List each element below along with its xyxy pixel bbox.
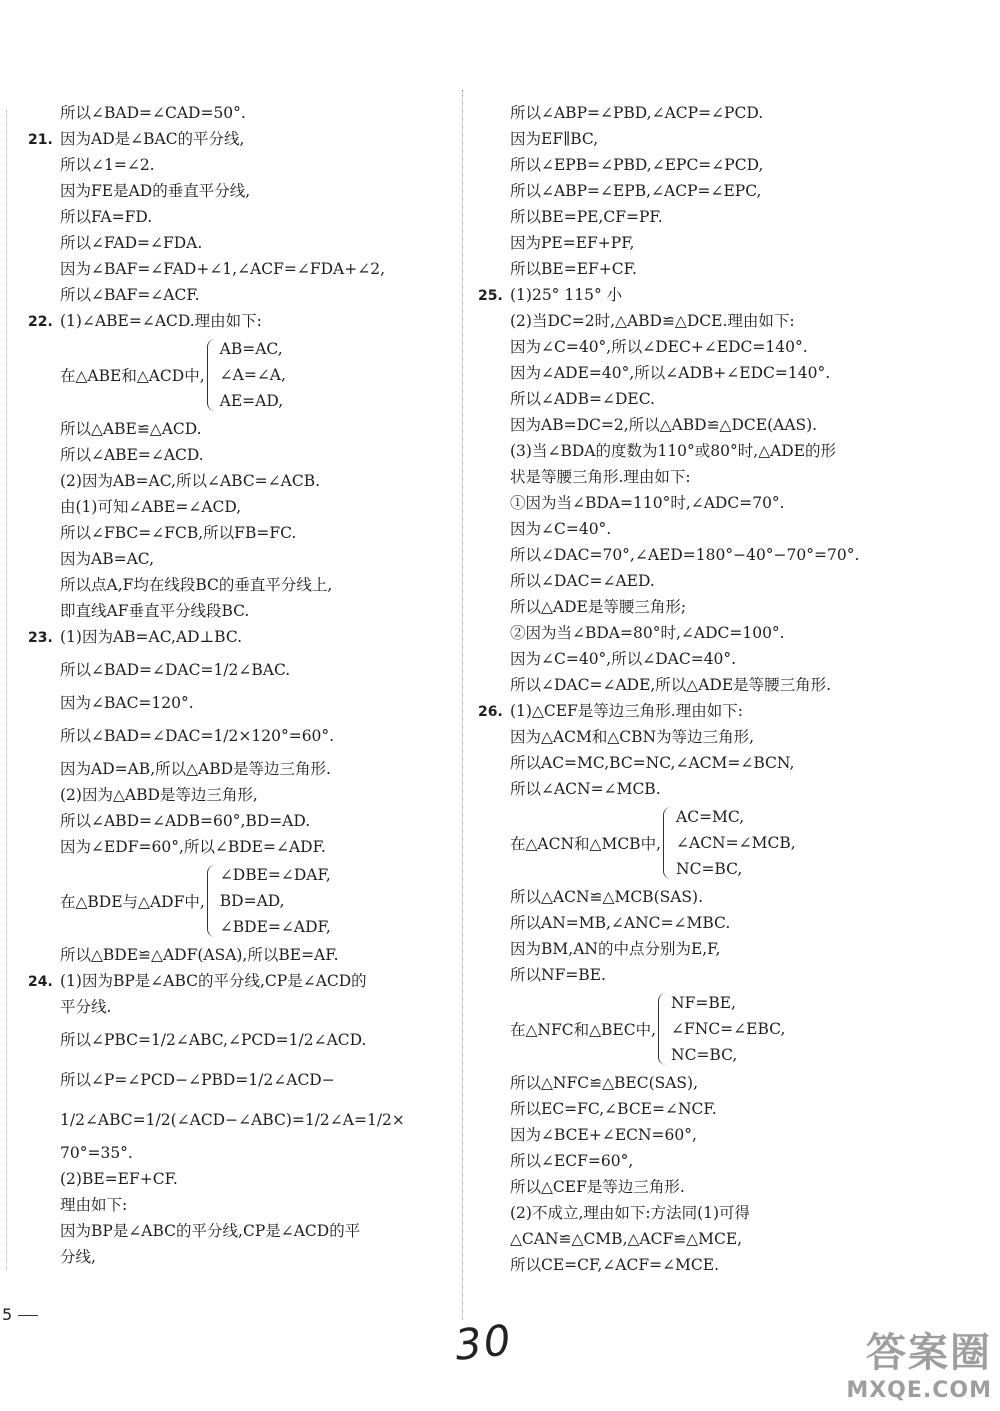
solution-line: 所以△ACN≌△MCB(SAS). <box>510 888 704 906</box>
solution-line: ①因为当∠BDA=110°时,∠ADC=70°. <box>510 494 785 512</box>
solution-line: 因为BP是∠ABC的平分线,CP是∠ACD的平 <box>60 1222 361 1240</box>
handwritten-page-number: 30 <box>452 1315 515 1370</box>
solution-line: 所以∠P=∠PCD−∠PBD=1/2∠ACD− <box>60 1071 335 1089</box>
q20-ending-line: 所以∠BAD=∠CAD=50°. <box>60 104 246 122</box>
solution-line: ②因为当∠BDA=80°时,∠ADC=100°. <box>510 624 785 642</box>
brace-condition: NC=BC, <box>676 860 743 878</box>
solution-line: 所以∠1=∠2. <box>60 156 155 174</box>
brace-condition: ∠ACN=∠MCB, <box>676 834 796 852</box>
question-21 <box>28 126 448 308</box>
solution-line: 因为∠BAC=120°. <box>60 694 194 712</box>
solution-line: 所以CE=CF,∠ACF=∠MCE. <box>510 1256 720 1274</box>
solution-line: 1/2∠ABC=1/2(∠ACD−∠ABC)=1/2∠A=1/2× <box>60 1111 405 1129</box>
solution-line: 所以∠PBC=1/2∠ABC,∠PCD=1/2∠ACD. <box>60 1031 367 1049</box>
congruence-conditions <box>478 990 898 1068</box>
solution-line: 所以∠BAD=∠DAC=1/2×120°=60°. <box>60 727 335 745</box>
solution-line: (3)当∠BDA的度数为110°或80°时,△ADE的形 <box>510 442 837 460</box>
solution-line: (2)BE=EF+CF. <box>60 1170 178 1188</box>
solution-line: 所以∠DAC=∠AED. <box>510 572 655 590</box>
brace-prefix: 在△ABE和△ACD中, <box>60 367 205 385</box>
question-number: 23. <box>28 630 53 646</box>
solution-line: 所以△NFC≌△BEC(SAS), <box>510 1074 699 1092</box>
page-number: 5 <box>2 1305 38 1324</box>
brace-prefix: 在△BDE与△ADF中, <box>60 893 205 911</box>
solution-line: 所以BE=EF+CF. <box>510 260 637 278</box>
brace-condition: ∠BDE=∠ADF, <box>219 918 331 936</box>
solution-line: 因为AB=AC, <box>60 550 154 568</box>
question-number: 24. <box>28 974 53 990</box>
solution-line: 所以NF=BE. <box>510 966 606 984</box>
solution-line: 所以∠ECF=60°, <box>510 1152 634 1170</box>
solution-line: 所以∠BAF=∠ACF. <box>60 286 200 304</box>
solution-line: (2)因为AB=AC,所以∠ABC=∠ACB. <box>60 472 321 490</box>
solution-line: (2)不成立,理由如下:方法同(1)可得 <box>510 1204 751 1222</box>
left-margin-dotted-rule <box>6 110 7 1270</box>
solution-line: (1)∠ABE=∠ACD.理由如下: <box>60 312 262 330</box>
question-22 <box>28 308 448 624</box>
brace-symbol <box>207 339 216 411</box>
solution-line: (2)当DC=2时,△ABD≌△DCE.理由如下: <box>510 312 795 330</box>
solution-line: 所以∠DAC=70°,∠AED=180°−40°−70°=70°. <box>510 546 860 564</box>
brace-condition: ∠FNC=∠EBC, <box>671 1020 786 1038</box>
solution-line: 所以AC=MC,BC=NC,∠ACM=∠BCN, <box>510 754 795 772</box>
brace-prefix: 在△ACN和△MCB中, <box>510 835 662 853</box>
solution-line: 所以∠ABP=∠PBD,∠ACP=∠PCD. <box>510 104 764 122</box>
solution-line: 平分线. <box>60 998 112 1016</box>
brace-condition: AE=AD, <box>219 392 284 410</box>
solution-line: 因为EF∥BC, <box>510 130 599 148</box>
brace-condition: NF=BE, <box>671 994 736 1012</box>
solution-line: 所以∠ADB=∠DEC. <box>510 390 655 408</box>
brace-condition: ∠DBE=∠DAF, <box>219 866 331 884</box>
solution-line: 因为∠C=40°,所以∠DAC=40°. <box>510 650 737 668</box>
solution-line: 70°=35°. <box>60 1144 133 1162</box>
solution-line: 所以∠FBC=∠FCB,所以FB=FC. <box>60 524 297 542</box>
solution-line: 因为AD是∠BAC的平分线, <box>60 130 245 148</box>
solution-line: 所以点A,F均在线段BC的垂直平分线上, <box>60 576 333 594</box>
brace-symbol <box>207 865 216 937</box>
brace-condition: AC=MC, <box>676 808 745 826</box>
left-column <box>28 100 448 1270</box>
question-number: 22. <box>28 314 53 330</box>
solution-line: 因为FE是AD的垂直平分线, <box>60 182 251 200</box>
solution-line: 所以△CEF是等边三角形. <box>510 1178 685 1196</box>
solution-line: 所以EC=FC,∠BCE=∠NCF. <box>510 1100 717 1118</box>
solution-line: (1)25° 115° 小 <box>510 286 623 304</box>
question-23 <box>28 624 448 968</box>
solution-line: 分线, <box>60 1248 96 1266</box>
solution-line: 因为PE=EF+PF, <box>510 234 635 252</box>
solution-line: 所以∠ACN=∠MCB. <box>510 780 661 798</box>
solution-line: 因为AD=AB,所以△ABD是等边三角形. <box>60 760 331 778</box>
solution-line: 因为∠C=40°. <box>510 520 612 538</box>
question-26 <box>478 698 898 1278</box>
solution-line: 所以FA=FD. <box>60 208 153 226</box>
solution-line: 状是等腰三角形.理由如下: <box>510 468 691 486</box>
solution-line: 所以∠FAD=∠FDA. <box>60 234 203 252</box>
solution-line: 所以∠DAC=∠ADE,所以△ADE是等腰三角形. <box>510 676 832 694</box>
solution-line: 所以BE=PE,CF=PF. <box>510 208 663 226</box>
solution-line: 因为BM,AN的中点分别为E,F, <box>510 940 721 958</box>
brace-condition: BD=AD, <box>219 892 285 910</box>
solution-line: 因为AB=DC=2,所以△ABD≌△DCE(AAS). <box>510 416 818 434</box>
brace-condition: NC=BC, <box>671 1046 738 1064</box>
congruence-conditions <box>28 336 448 414</box>
solution-line: 因为∠ADE=40°,所以∠ADB+∠EDC=140°. <box>510 364 831 382</box>
solution-line: (1)因为BP是∠ABC的平分线,CP是∠ACD的 <box>60 972 367 990</box>
question-24 <box>28 968 448 1270</box>
question-number: 21. <box>28 132 53 148</box>
solution-line: 所以∠ABE=∠ACD. <box>60 446 204 464</box>
solution-line: 因为∠BAF=∠FAD+∠1,∠ACF=∠FDA+∠2, <box>60 260 386 278</box>
solution-line: 所以∠EPB=∠PBD,∠EPC=∠PCD, <box>510 156 764 174</box>
site-watermark <box>846 1321 992 1403</box>
question-24-continued <box>478 100 898 282</box>
solution-line: 所以△ABE≌△ACD. <box>60 420 202 438</box>
solution-line: (2)因为△ABD是等边三角形, <box>60 786 258 804</box>
solution-line: 因为∠C=40°,所以∠DEC+∠EDC=140°. <box>510 338 808 356</box>
brace-symbol <box>658 993 667 1065</box>
watermark-url: MXQE.COM <box>846 1378 992 1403</box>
question-25 <box>478 282 898 698</box>
solution-line: 所以∠BAD=∠DAC=1/2∠BAC. <box>60 661 291 679</box>
solution-line: 由(1)可知∠ABE=∠ACD, <box>60 498 242 516</box>
congruence-conditions <box>478 804 898 882</box>
solution-line: (1)△CEF是等边三角形.理由如下: <box>510 702 743 720</box>
solution-line: △CAN≌△CMB,△ACF≌△MCE, <box>510 1230 743 1248</box>
solution-line: 理由如下: <box>60 1196 128 1214</box>
solution-line: 因为∠BCE+∠ECN=60°, <box>510 1126 697 1144</box>
question-number: 25. <box>478 288 503 304</box>
watermark-logo-text: 答案圈 <box>866 1330 992 1376</box>
brace-condition: ∠A=∠A, <box>219 366 286 384</box>
brace-symbol <box>663 807 672 879</box>
solution-line: 因为△ACM和△CBN为等边三角形, <box>510 728 755 746</box>
solution-line: (1)因为AB=AC,AD⊥BC. <box>60 628 243 646</box>
solution-line: 所以△BDE≌△ADF(ASA),所以BE=AF. <box>60 946 339 964</box>
brace-prefix: 在△NFC和△BEC中, <box>510 1021 657 1039</box>
congruence-conditions <box>28 862 448 940</box>
solution-line: 所以△ADE是等腰三角形; <box>510 598 687 616</box>
question-number: 26. <box>478 704 503 720</box>
solution-line: 所以AN=MB,∠ANC=∠MBC. <box>510 914 731 932</box>
solution-line: 所以∠ABP=∠EPB,∠ACP=∠EPC, <box>510 182 762 200</box>
column-divider <box>462 90 463 1320</box>
solution-line: 即直线AF垂直平分线段BC. <box>60 602 250 620</box>
solution-line: 所以∠ABD=∠ADB=60°,BD=AD. <box>60 812 311 830</box>
solution-line: 因为∠EDF=60°,所以∠BDE=∠ADF. <box>60 838 326 856</box>
right-column <box>478 100 898 1278</box>
brace-condition: AB=AC, <box>219 340 283 358</box>
